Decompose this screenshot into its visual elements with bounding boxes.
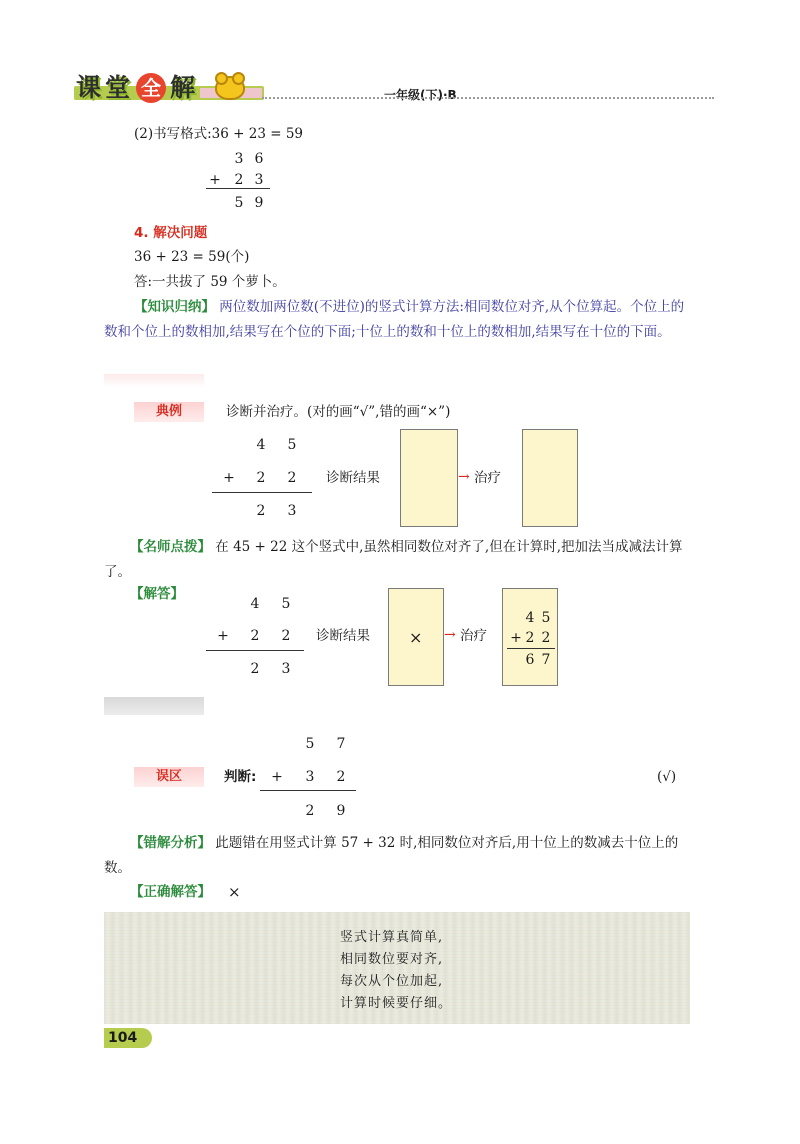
fix-res-d1: 6 — [525, 652, 535, 668]
ans-r2-d1: 2 — [250, 628, 260, 644]
top-r1-d2: 6 — [254, 151, 264, 167]
problem4-heading: 4. 解决问题 — [134, 225, 208, 241]
poem-line-2: 相同数位要对齐, — [340, 952, 444, 967]
ex-r2-d2: 2 — [287, 470, 297, 486]
ex-r2-d1: 2 — [256, 470, 266, 486]
mistake-mark: (√) — [657, 769, 677, 785]
ex-sum-line — [212, 492, 312, 493]
teacher-tip — [104, 535, 696, 585]
fix-r2-d2: 2 — [541, 630, 551, 646]
format-line: (2)书写格式:36 + 23 = 59 — [134, 126, 303, 142]
ex-arrow-icon: → — [458, 469, 470, 485]
knowledge-text: 两位数加两位数(不进位)的竖式计算方法:相同数位对齐,从个位算起。个位上的数和个位上的数相加,结果写在个位的下面;十位上的数和十位上的数相加,结果写在十位的下面。 — [104, 299, 685, 340]
error-analysis — [104, 831, 696, 881]
bear-mascot-icon — [215, 76, 245, 100]
error-analysis-text: 此题错在用竖式计算 57 + 32 时,相同数位对齐后,用十位上的数减去十位上的数。 — [104, 835, 679, 876]
top-op: + — [209, 172, 221, 188]
ex-treat-label: 治疗 — [474, 470, 501, 486]
mis-res-d1: 2 — [305, 803, 315, 819]
top-r2-d2: 3 — [254, 172, 264, 188]
correct-label: 【正确解答】 — [130, 884, 211, 900]
logo-char-3: 全 — [136, 73, 166, 103]
header-logo — [76, 72, 195, 104]
mistake-tag: 误区 — [134, 767, 204, 787]
logo-char-2: 堂 — [105, 73, 131, 102]
fix-r1-d1: 4 — [525, 610, 535, 626]
example-tag: 典例 — [134, 402, 204, 422]
ans-res-d1: 2 — [250, 661, 260, 677]
mis-op: + — [271, 769, 283, 785]
mis-sum-line — [260, 790, 356, 791]
fix-sum-line — [507, 648, 555, 649]
top-r1-d1: 3 — [234, 151, 244, 167]
mis-r2-d1: 3 — [305, 769, 315, 785]
ex-treatment-box[interactable] — [522, 429, 578, 527]
ans-diag-mark: × — [409, 628, 423, 647]
top-res-d1: 5 — [234, 195, 244, 211]
ex-r1-d2: 5 — [287, 437, 297, 453]
ex-res-d2: 3 — [287, 503, 297, 519]
mis-r1-d1: 5 — [305, 736, 315, 752]
problem4-equation: 36 + 23 = 59(个) — [134, 249, 250, 265]
logo-char-1: 课 — [76, 73, 102, 102]
mis-r2-d2: 2 — [336, 769, 346, 785]
ans-op: + — [217, 628, 229, 644]
error-analysis-label: 【错解分析】 — [130, 835, 211, 851]
correct-mark: × — [228, 883, 241, 901]
mistake-judge-label: 判断: — [224, 769, 257, 785]
ex-r1-d1: 4 — [256, 437, 266, 453]
ans-res-d2: 3 — [281, 661, 291, 677]
ans-arrow-icon: → — [444, 627, 456, 643]
fix-op: + — [510, 630, 522, 646]
header-divider — [262, 97, 714, 99]
poem-line-4: 计算时候要仔细。 — [340, 996, 453, 1011]
teacher-tip-label: 【名师点拨】 — [130, 539, 211, 555]
grade-label: 一年级(下)·B — [384, 88, 457, 102]
ex-diagnosis-box[interactable] — [400, 429, 458, 527]
ex-op: + — [223, 470, 235, 486]
knowledge-label: 【知识归纳】 — [134, 299, 215, 315]
ex-diag-label: 诊断结果 — [326, 470, 380, 486]
fix-r2-d1: 2 — [525, 630, 535, 646]
ans-sum-line — [206, 650, 304, 651]
fix-r1-d2: 5 — [541, 610, 551, 626]
section-ribbon-2 — [104, 697, 204, 715]
ex-res-d1: 2 — [256, 503, 266, 519]
ans-r1-d2: 5 — [281, 596, 291, 612]
mis-res-d2: 9 — [336, 803, 346, 819]
mis-r1-d2: 7 — [336, 736, 346, 752]
ans-diagnosis-box[interactable] — [388, 588, 444, 686]
knowledge-summary — [104, 295, 696, 345]
fix-res-d2: 7 — [541, 652, 551, 668]
page-number: 104 — [104, 1028, 152, 1048]
section-ribbon-1 — [104, 374, 204, 388]
ans-r1-d1: 4 — [250, 596, 260, 612]
logo-char-4: 解 — [170, 73, 196, 102]
answer-label: 【解答】 — [130, 586, 184, 602]
top-r2-d1: 2 — [234, 172, 244, 188]
ans-treatment-box[interactable] — [502, 588, 558, 686]
ans-diag-label: 诊断结果 — [316, 628, 370, 644]
poem-line-3: 每次从个位加起, — [340, 974, 444, 989]
ans-treat-label: 治疗 — [460, 628, 487, 644]
poem-line-1: 竖式计算真简单, — [340, 930, 444, 945]
example-prompt: 诊断并治疗。(对的画“√”,错的画“×”) — [226, 404, 451, 420]
ans-r2-d2: 2 — [281, 628, 291, 644]
teacher-tip-text: 在 45 + 22 这个竖式中,虽然相同数位对齐了,但在计算时,把加法当成减法计算了。 — [104, 539, 683, 580]
top-res-d2: 9 — [254, 195, 264, 211]
problem4-answer: 答:一共拔了 59 个萝卜。 — [134, 274, 286, 290]
top-sum-line — [206, 188, 270, 189]
